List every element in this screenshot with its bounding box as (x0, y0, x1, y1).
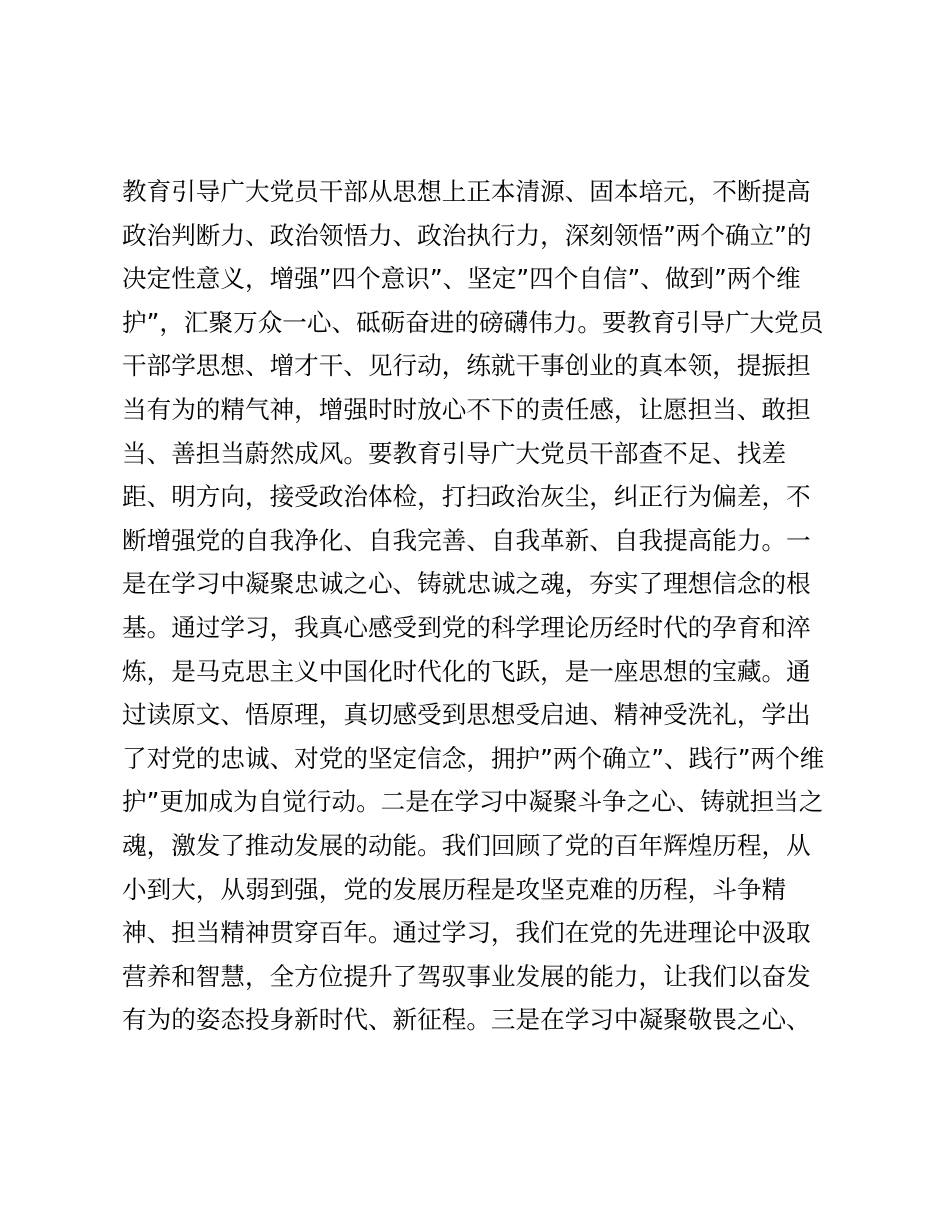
text-line: 干部学思想、增才干、见行动，练就干事创业的真本领，提振担 (122, 351, 811, 381)
text-line: 炼，是马克思主义中国化时代化的飞跃，是一座思想的宝藏。通 (122, 656, 811, 686)
text-line: 营养和智慧，全方位提升了驾驭事业发展的能力，让我们以奋发 (122, 961, 811, 991)
text-line: 是在学习中凝聚忠诚之心、铸就忠诚之魂，夯实了理想信念的根 (122, 569, 811, 599)
text-line: 魂，激发了推动发展的动能。我们回顾了党的百年辉煌历程，从 (122, 830, 811, 860)
text-line: 教育引导广大党员干部从思想上正本清源、固本培元，不断提高 (122, 177, 811, 206)
text-line: 小到大，从弱到强，党的发展历程是攻坚克难的历程，斗争精 (122, 874, 787, 904)
text-line: 护”，汇聚万众一心、砥砺奋进的磅礴伟力。要教育引导广大党员 (122, 307, 824, 337)
text-line: 政治判断力、政治领悟力、政治执行力，深刻领悟”两个确立”的 (122, 220, 812, 250)
text-line: 距、明方向，接受政治体检，打扫政治灰尘，纠正行为偏差，不 (122, 482, 811, 512)
text-line: 过读原文、悟原理，真切感受到思想受启迪、精神受洗礼，学出 (122, 700, 811, 730)
text-line: 当有为的精气神，增强时时放心不下的责任感，让愿担当、敢担 (122, 394, 811, 424)
text-line: 了对党的忠诚、对党的坚定信念，拥护”两个确立”、践行”两个维 (122, 743, 825, 773)
text-line: 有为的姿态投身新时代、新征程。三是在学习中凝聚敬畏之心、 (122, 1005, 811, 1035)
text-line: 决定性意义，增强”四个意识”、坚定”四个自信”、做到”两个维 (122, 264, 801, 294)
text-line: 护”更加成为自觉行动。二是在学习中凝聚斗争之心、铸就担当之 (122, 787, 824, 817)
text-line: 断增强党的自我净化、自我完善、自我革新、自我提高能力。一 (122, 525, 811, 555)
text-line: 神、担当精神贯穿百年。通过学习，我们在党的先进理论中汲取 (122, 918, 811, 948)
text-line: 当、善担当蔚然成风。要教育引导广大党员干部查不足、找差 (122, 438, 787, 468)
body-paragraph (122, 170, 842, 1042)
text-line: 基。通过学习，我真心感受到党的科学理论历经时代的孕育和淬 (122, 612, 811, 642)
